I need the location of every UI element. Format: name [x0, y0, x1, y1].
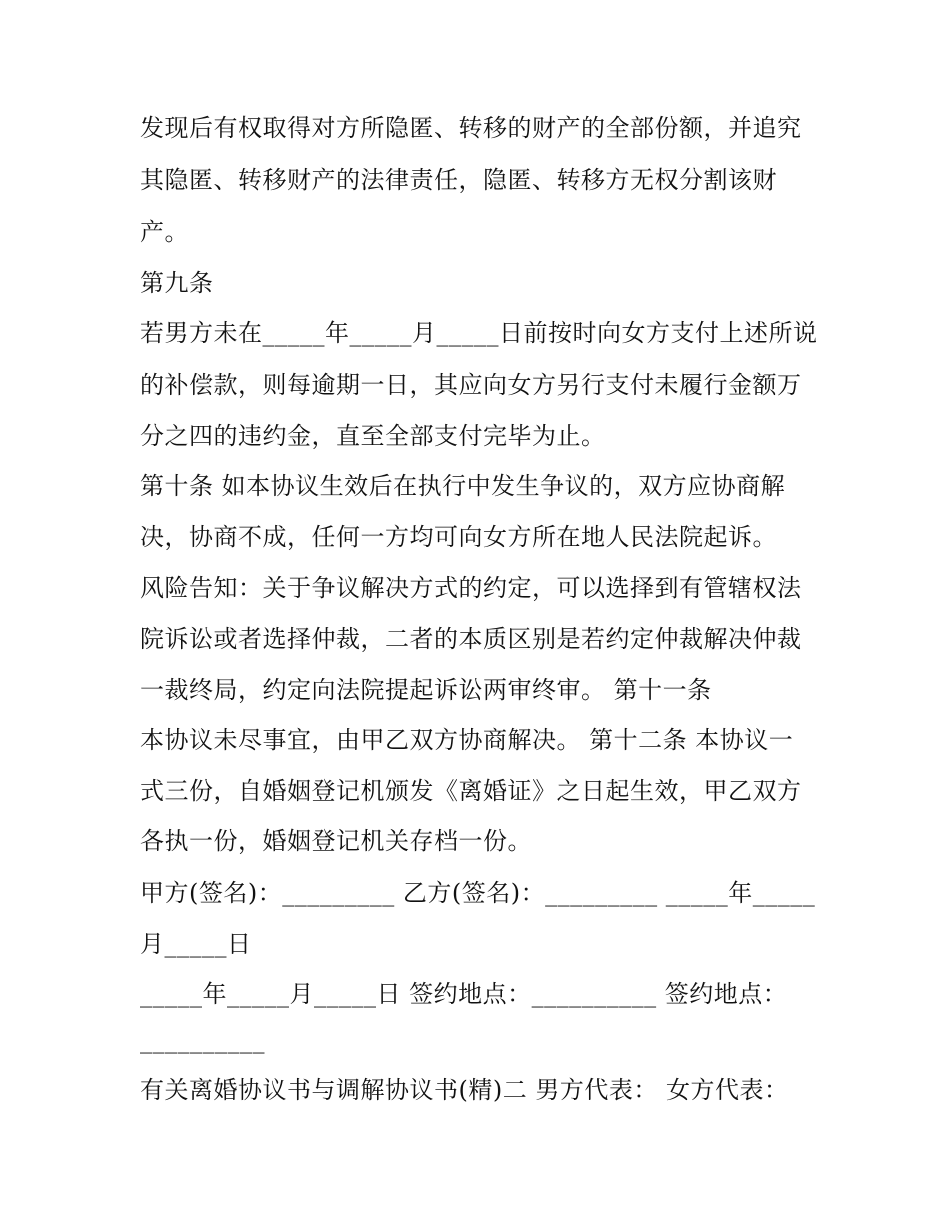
paragraph-line-10: 风险告知：关于争议解决方式的约定，可以选择到有管辖权法	[140, 574, 802, 602]
signature-line-1: 甲方(签名)：_________ 乙方(签名)：_________ _____年_____	[140, 879, 816, 907]
paragraph-line-15: 各执一份，婚姻登记机关存档一份。	[140, 827, 532, 855]
signature-line-4: __________	[140, 1026, 265, 1054]
paragraph-line-3: 产。	[140, 218, 189, 246]
signature-line-3: _____年_____月_____日 签约地点：__________ 签约地点：	[140, 980, 788, 1008]
paragraph-line-1: 发现后有权取得对方所隐匿、转移的财产的全部份额，并追究	[140, 114, 802, 142]
paragraph-line-7: 分之四的违约金，直至全部支付完毕为止。	[140, 422, 606, 450]
paragraph-line-9: 决，协商不成，任何一方均可向女方所在地人民法院起诉。	[140, 523, 777, 551]
paragraph-line-12: 一裁终局，约定向法院提起诉讼两审终审。 第十一条	[140, 676, 712, 704]
paragraph-line-5: 若男方未在_____年_____月_____日前按时向女方支付上述所说	[140, 319, 818, 347]
paragraph-line-13: 本协议未尽事宜，由甲乙双方协商解决。 第十二条 本协议一	[140, 726, 794, 754]
paragraph-line-11: 院诉讼或者选择仲裁，二者的本质区别是若约定仲裁解决仲裁	[140, 625, 802, 653]
paragraph-line-2: 其隐匿、转移财产的法律责任，隐匿、转移方无权分割该财	[140, 166, 777, 194]
article-heading-9: 第九条	[140, 269, 214, 297]
paragraph-line-8: 第十条 如本协议生效后在执行中发生争议的，双方应协商解	[140, 472, 786, 500]
signature-line-2: 月_____日	[140, 930, 252, 958]
paragraph-line-6: 的补偿款，则每逾期一日，其应向女方另行支付未履行金额万	[140, 371, 802, 399]
paragraph-line-14: 式三份，自婚姻登记机颁发《离婚证》之日起生效，甲乙双方	[140, 777, 802, 805]
closing-line: 有关离婚协议书与调解协议书(精)二 男方代表： 女方代表：	[140, 1076, 789, 1104]
